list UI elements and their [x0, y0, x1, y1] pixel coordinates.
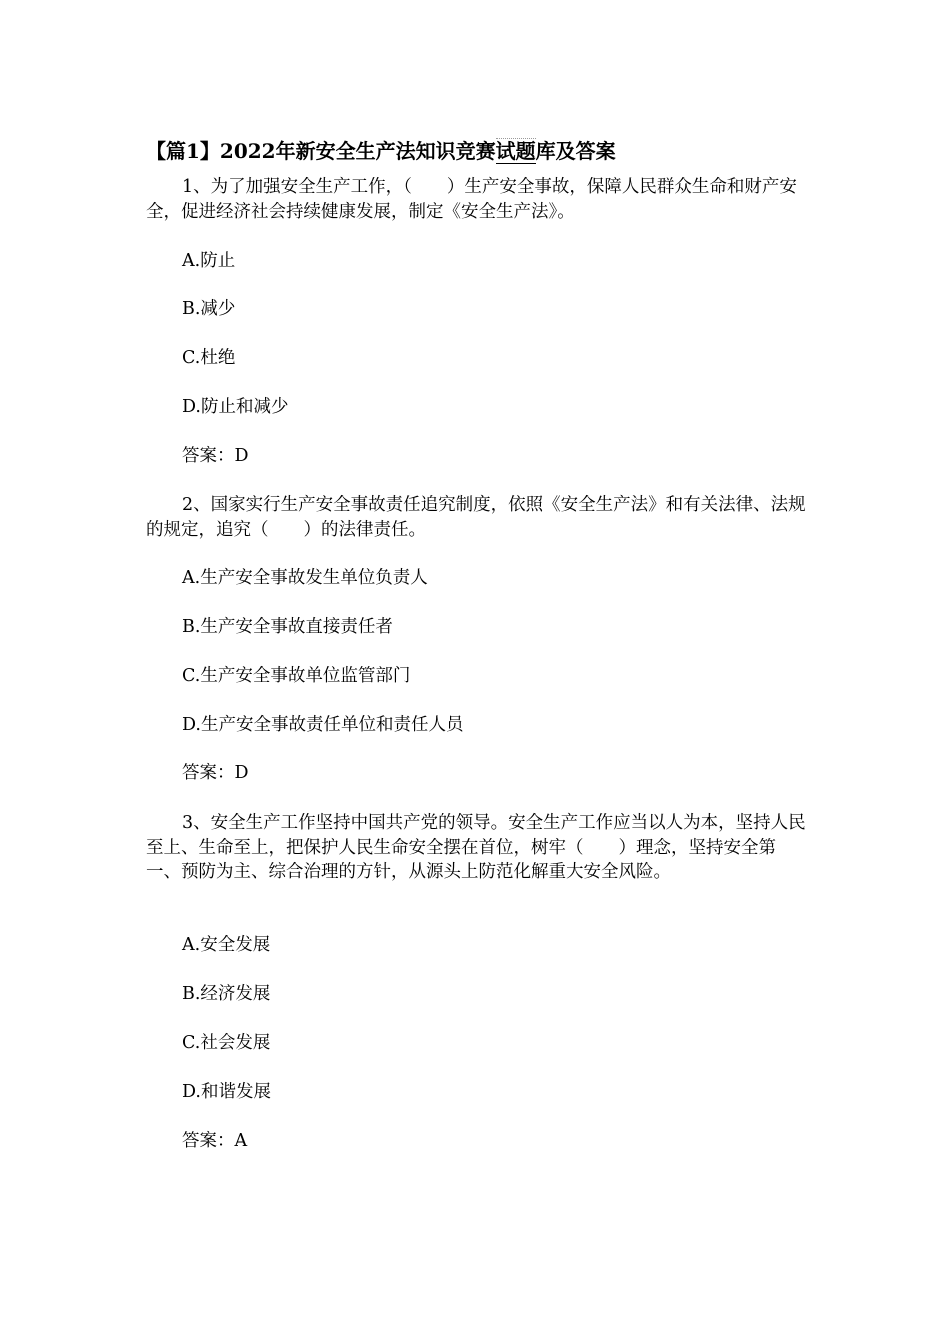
- question-1-option-d: D.防止和减少: [182, 397, 289, 417]
- question-1-option-a: A.防止: [182, 251, 236, 271]
- title-prefix: 【篇1】2022年新安全生产法知识竞赛: [146, 139, 496, 163]
- title-suffix: 库及答案: [535, 139, 616, 163]
- question-3-answer: 答案：A: [182, 1131, 248, 1151]
- question-2-answer: 答案：D: [182, 763, 249, 783]
- question-1-option-c: C.杜绝: [182, 348, 236, 368]
- question-3-option-b: B.经济发展: [182, 984, 271, 1004]
- question-2-option-b: B.生产安全事故直接责任者: [182, 617, 393, 637]
- question-1-answer: 答案：D: [182, 446, 249, 466]
- question-2-option-a: A.生产安全事故发生单位负责人: [182, 568, 428, 588]
- question-2-stem: 2、国家实行生产安全事故责任追究制度，依照《安全生产法》和有关法律、法规的规定，追究（ ）的法律责任。: [146, 495, 806, 540]
- question-3-option-d: D.和谐发展: [182, 1082, 271, 1102]
- question-1-stem: 1、为了加强安全生产工作，（ ）生产安全事故，保障人民群众生命和财产安全，促进经济社会持续健康发展，制定《安全生产法》。: [146, 177, 797, 222]
- question-3-stem: 3、安全生产工作坚持中国共产党的领导。安全生产工作应当以人为本，坚持人民至上、生命至上，把保护人民生命安全摆在首位，树牢（ ）理念，坚持安全第一、预防为主、综合治理的方针，从源头上防范化解重大安全风险。: [146, 813, 806, 882]
- document-title: [146, 137, 616, 165]
- question-3-option-c: C.社会发展: [182, 1033, 271, 1053]
- question-2-option-d: D.生产安全事故责任单位和责任人员: [182, 715, 464, 735]
- question-2-option-c: C.生产安全事故单位监管部门: [182, 666, 411, 686]
- question-1-option-b: B.减少: [182, 299, 236, 319]
- question-3-option-a: A.安全发展: [182, 935, 271, 955]
- title-marked-word: 试题: [495, 139, 536, 163]
